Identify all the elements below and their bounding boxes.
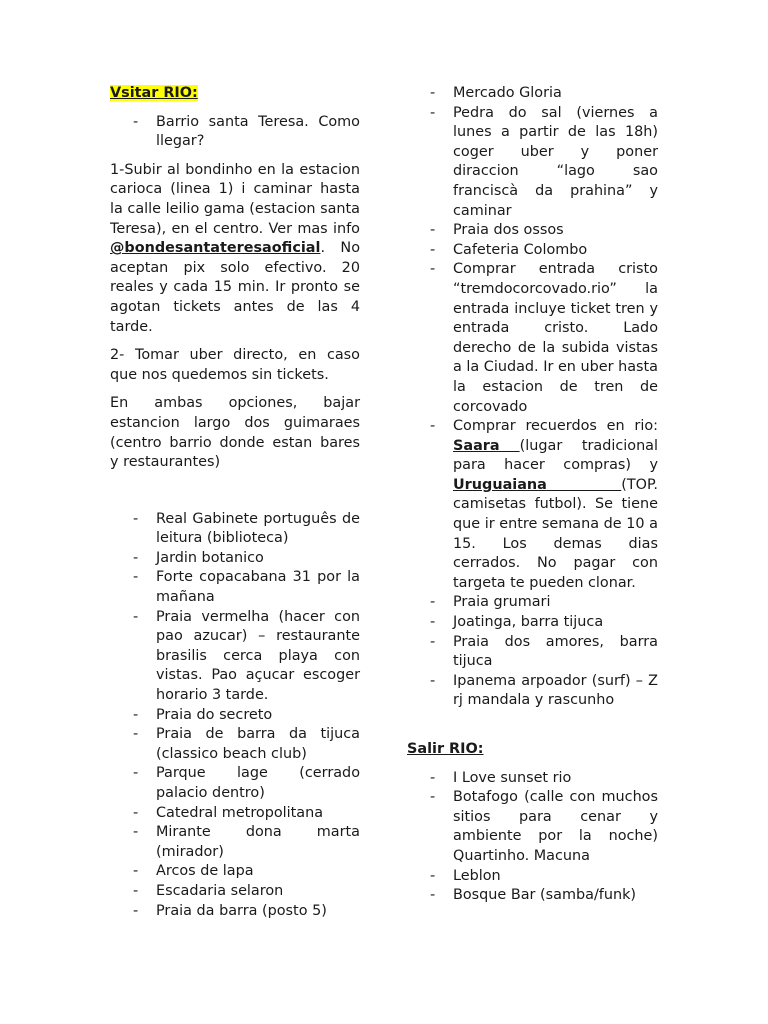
paragraph-bondinho: 1-Subir al bondinho en la estacion carioca (linea 1) i caminar hasta la calle leilio gama (estacion santa Teresa), en el centro. Ver mas info @bondesantateresaoficial. No aceptan pix solo efectivo. 20 reales y cada 15 min. Ir pronto se agotan tickets antes de las 4 tarde.: [110, 161, 360, 335]
list-item: - I Love sunset rio: [430, 769, 572, 786]
paragraph-guimaraes: En ambas opciones, bajar estancion largo dos guimaraes (centro barrio donde estan bares y restaurantes): [110, 395, 360, 471]
list-item: - Praia grumari: [430, 594, 551, 611]
uruguaiana-label: Uruguaiana: [453, 476, 547, 493]
list-item: - Bosque Bar (samba/funk): [430, 887, 637, 904]
list-item: - Real Gabinete português de leitura (biblioteca): [133, 510, 360, 547]
list-item: - Jardin botanico: [133, 549, 264, 566]
list-item: - Joatinga, barra tijuca: [430, 614, 604, 631]
right-column: [407, 84, 658, 915]
list-item: - Praia de barra da tijuca (classico beach club): [133, 726, 360, 762]
list-item: - Mirante dona marta (mirador): [133, 824, 360, 860]
left-column: [110, 84, 360, 930]
spacer: [110, 482, 360, 510]
places-list: [110, 510, 360, 921]
list-item: - Cafeteria Colombo: [430, 241, 588, 258]
instagram-handle-link[interactable]: @bondesantateresaoficial: [110, 240, 321, 257]
list-item: - Ipanema arpoador (surf) – Z rj mandala y rascunho: [430, 672, 658, 709]
list-item: - Praia vermelha (hacer con pao azucar) – restaurante brasilis cerca playa con vistas. Pao açucar escoger horario 3 tarde.: [133, 608, 360, 704]
list-item: - Leblon: [430, 867, 501, 884]
santa-teresa-list: [110, 113, 360, 152]
spacer: [407, 720, 658, 740]
going-out-heading: Salir RIO:: [407, 741, 484, 757]
list-item: - Praia dos amores, barra tijuca: [430, 633, 658, 670]
list-item: - Parque lage (cerrado palacio dentro): [133, 765, 360, 801]
list-item: - Catedral metropolitana: [133, 804, 324, 821]
list-item-souvenirs: - Comprar recuerdos en rio: Saara (lugar tradicional para hacer compras) y Uruguaiana (TOP. camisetas futbol). Se tiene que ir entre semana de 10 a 15. Los demas dias cerrados. No pagar con targeta te pueden clonar.: [430, 418, 659, 591]
places-list-continued: [407, 84, 658, 711]
list-item: - Praia dos ossos: [430, 222, 564, 239]
saara-label: Saara: [453, 437, 520, 454]
list-item: - Praia do secreto: [133, 706, 273, 723]
list-item: - Pedra do sal (viernes a lunes a partir de las 18h) coger uber y poner diraccion “lago sao franciscà da prahina” y caminar: [430, 104, 658, 219]
list-item: - Arcos de lapa: [133, 863, 254, 880]
visit-heading: Vsitar RIO:: [110, 85, 198, 101]
list-item: - Mercado Gloria: [430, 85, 562, 101]
list-item: - Praia da barra (posto 5): [133, 902, 327, 919]
list-item: - Escadaria selaron: [133, 882, 284, 899]
list-item: - Comprar entrada cristo “tremdocorcovado.rio” la entrada incluye ticket tren y entrada cristo. Lado derecho de la subida vistas a la Ciudad. Ir en uber hasta la estacion de tren de corcovado: [430, 261, 658, 415]
list-item: - Forte copacabana 31 por la mañana: [133, 569, 360, 606]
list-item: - Botafogo (calle con muchos sitios para cenar y ambiente por la noche) Quartinho. Macuna: [430, 789, 658, 864]
list-item: - Barrio santa Teresa. Como llegar?: [133, 113, 360, 150]
going-out-list: [407, 769, 658, 906]
paragraph-uber: 2- Tomar uber directo, en caso que nos quedemos sin tickets.: [110, 347, 360, 383]
